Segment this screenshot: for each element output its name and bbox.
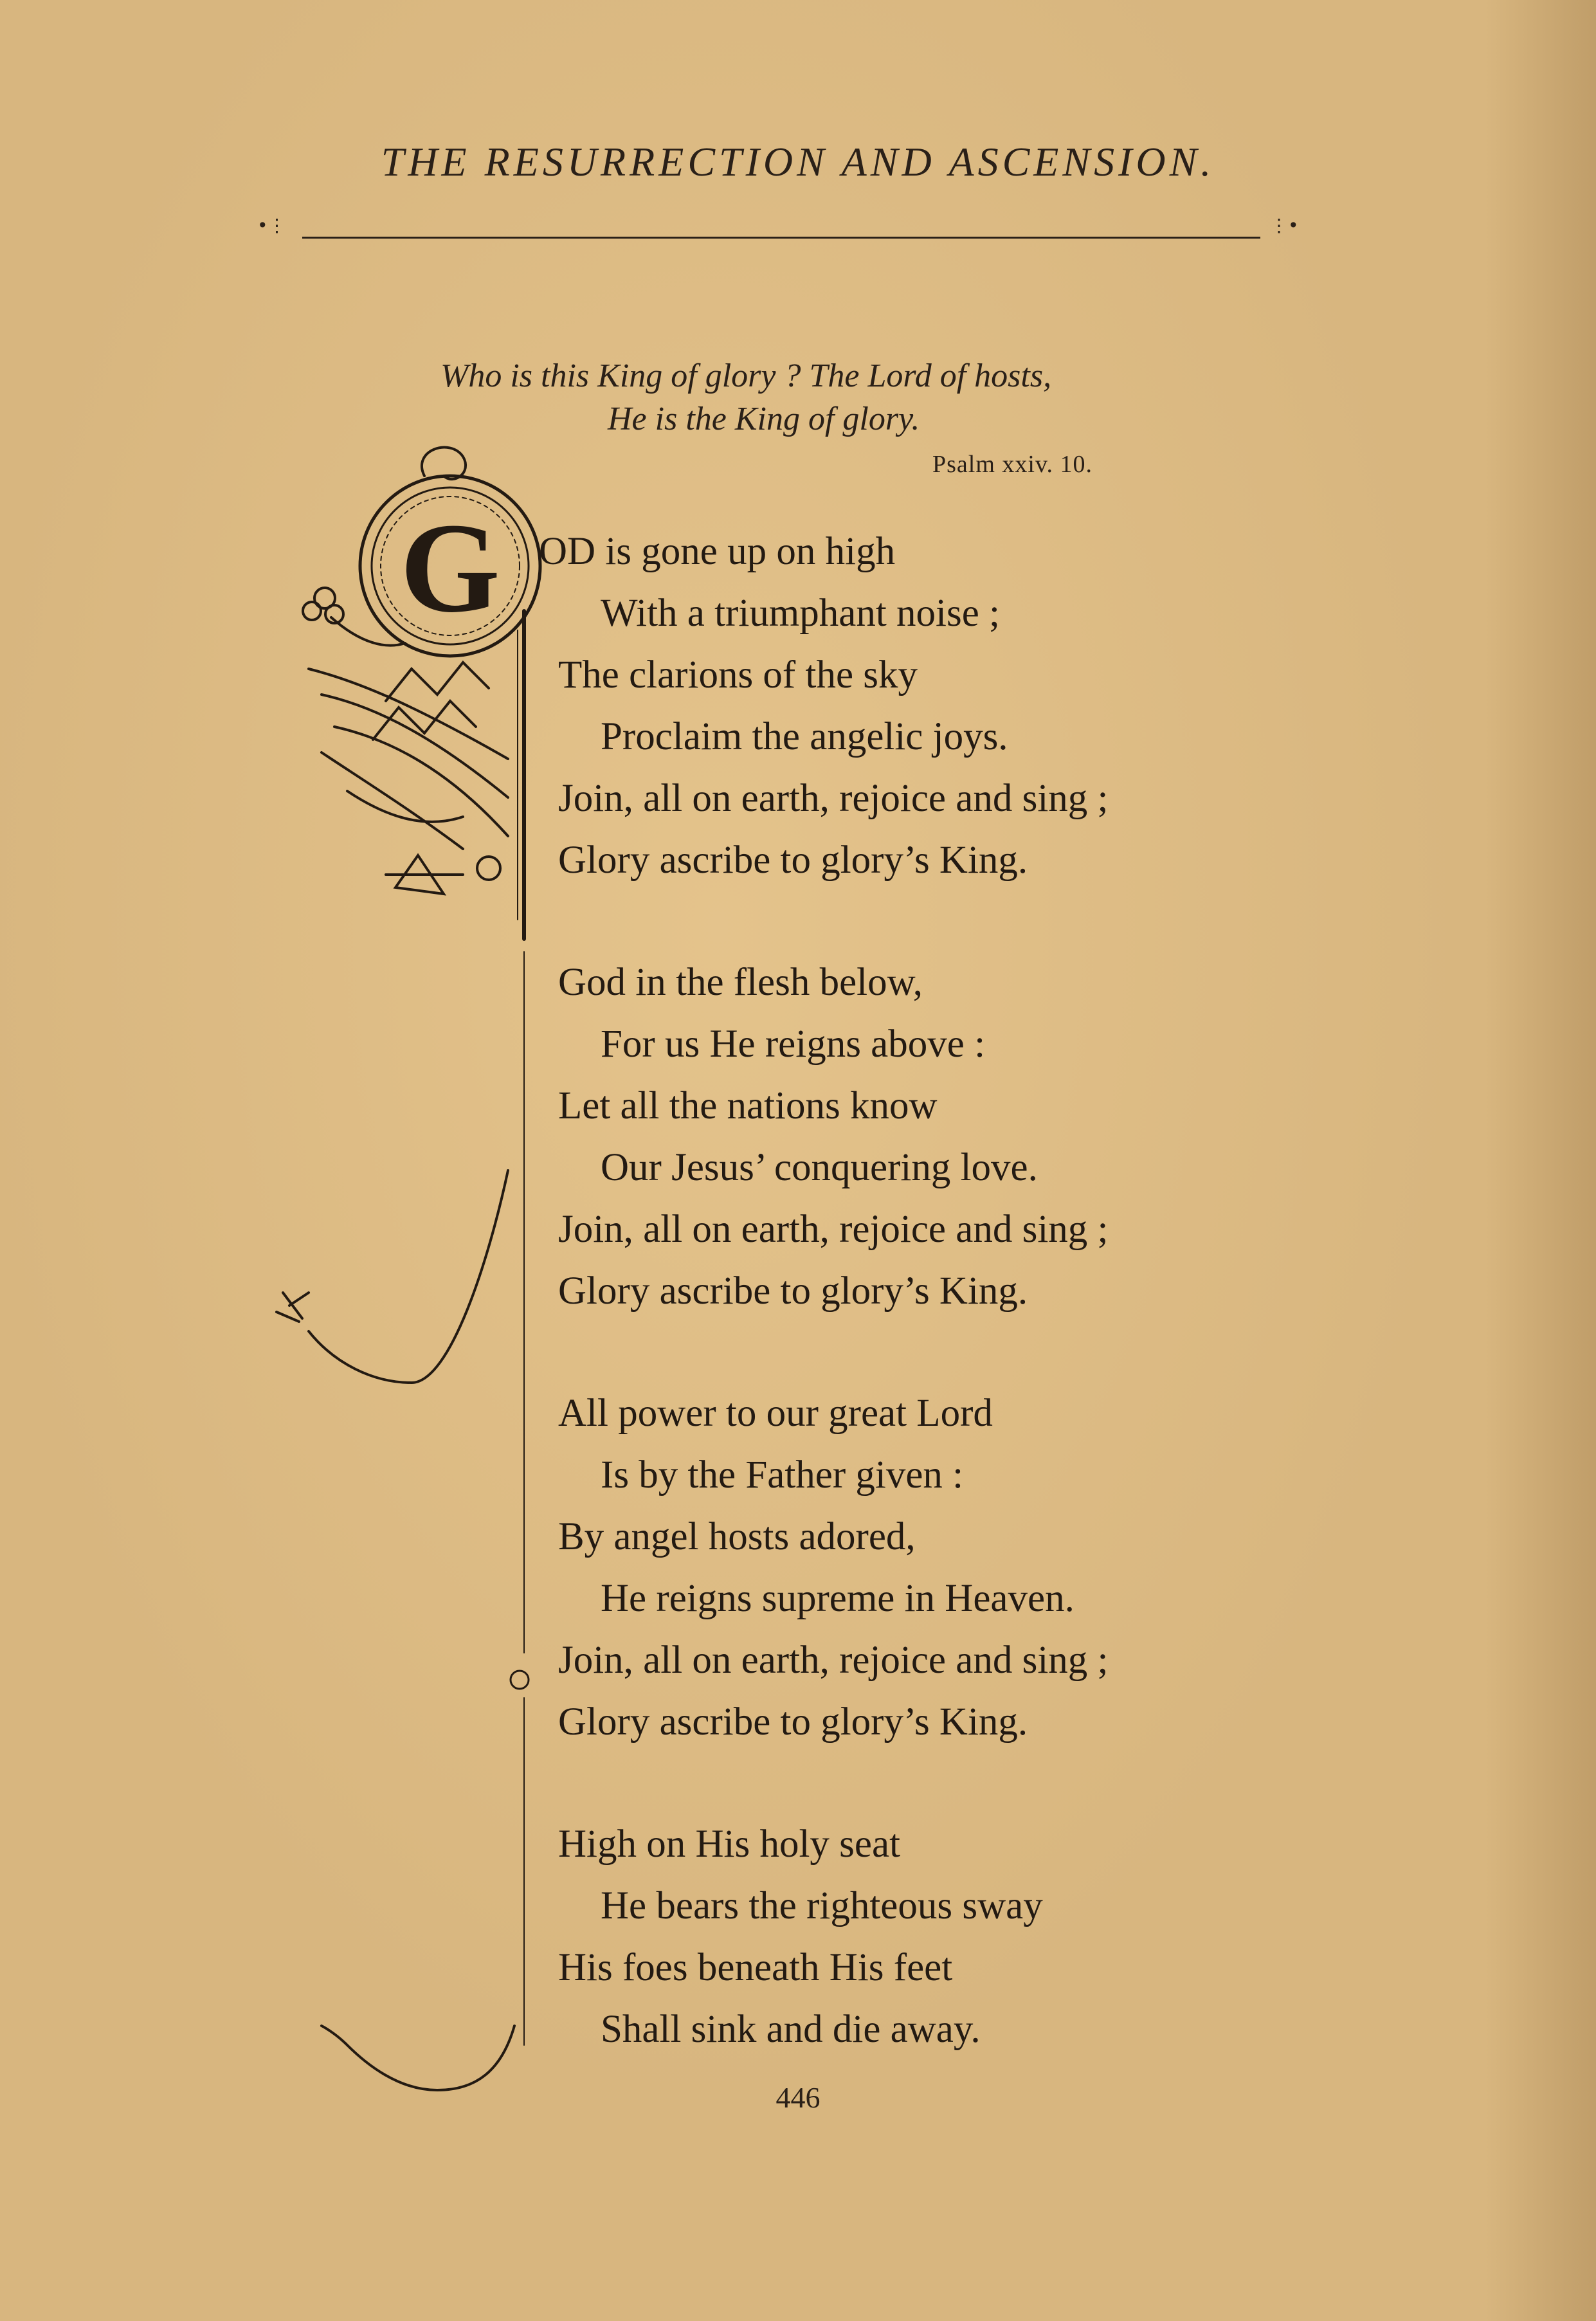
poem-line: Let all the nations know <box>558 1084 938 1127</box>
poem-line: Proclaim the angelic joys. <box>601 715 1008 758</box>
epigraph-line-1: Who is this King of glory ? The Lord of hosts, <box>440 358 1052 394</box>
poem-line: He reigns supreme in Heaven. <box>601 1577 1075 1620</box>
poem-body <box>539 521 1291 2121</box>
stanza-2 <box>558 952 1291 1322</box>
page-number: 446 <box>775 2081 821 2114</box>
poem-line: Is by the Father given : <box>601 1453 964 1497</box>
poem-line: He bears the righteous sway <box>601 1884 1043 1927</box>
poem-line: God in the flesh below, <box>558 961 923 1004</box>
refrain-line: Join, all on earth, rejoice and sing ; <box>558 777 1109 820</box>
refrain-line: Glory ascribe to glory’s King. <box>558 839 1028 882</box>
poem-line: By angel hosts adored, <box>558 1515 916 1558</box>
rule-ornament-left: •⋮ <box>257 215 286 236</box>
refrain-line: Glory ascribe to glory’s King. <box>558 1700 1028 1743</box>
refrain-line: Join, all on earth, rejoice and sing ; <box>558 1208 1109 1251</box>
poem-line: OD is gone up on high <box>539 530 896 573</box>
drop-cap-letter: G <box>400 497 500 639</box>
running-header: THE RESURRECTION AND ASCENSION. <box>381 139 1215 185</box>
poem-line: The clarions of the sky <box>558 653 918 696</box>
drop-cap-continuation: OD <box>539 530 596 573</box>
refrain-line: Glory ascribe to glory’s King. <box>558 1270 1028 1313</box>
poem-line: His foes beneath His feet <box>558 1946 953 1989</box>
stanza-1 <box>539 521 1291 891</box>
stanza-4 <box>558 1814 1291 2061</box>
rule-ornament-right: ⋮• <box>1270 215 1299 236</box>
refrain-line: Join, all on earth, rejoice and sing ; <box>558 1639 1109 1682</box>
poem-line: High on His holy seat <box>558 1823 901 1866</box>
epigraph-line-2: He is the King of glory. <box>608 401 920 437</box>
epigraph-citation: Psalm xxiv. 10. <box>932 451 1093 478</box>
poem-line: Our Jesus’ conquering love. <box>601 1146 1038 1189</box>
stanza-3 <box>558 1383 1291 1753</box>
poem-line: With a triumphant noise ; <box>601 592 1000 635</box>
poem-line: All power to our great Lord <box>558 1392 993 1435</box>
poem-line: Shall sink and die away. <box>601 2008 981 2051</box>
poem-line: For us He reigns above : <box>601 1023 986 1066</box>
